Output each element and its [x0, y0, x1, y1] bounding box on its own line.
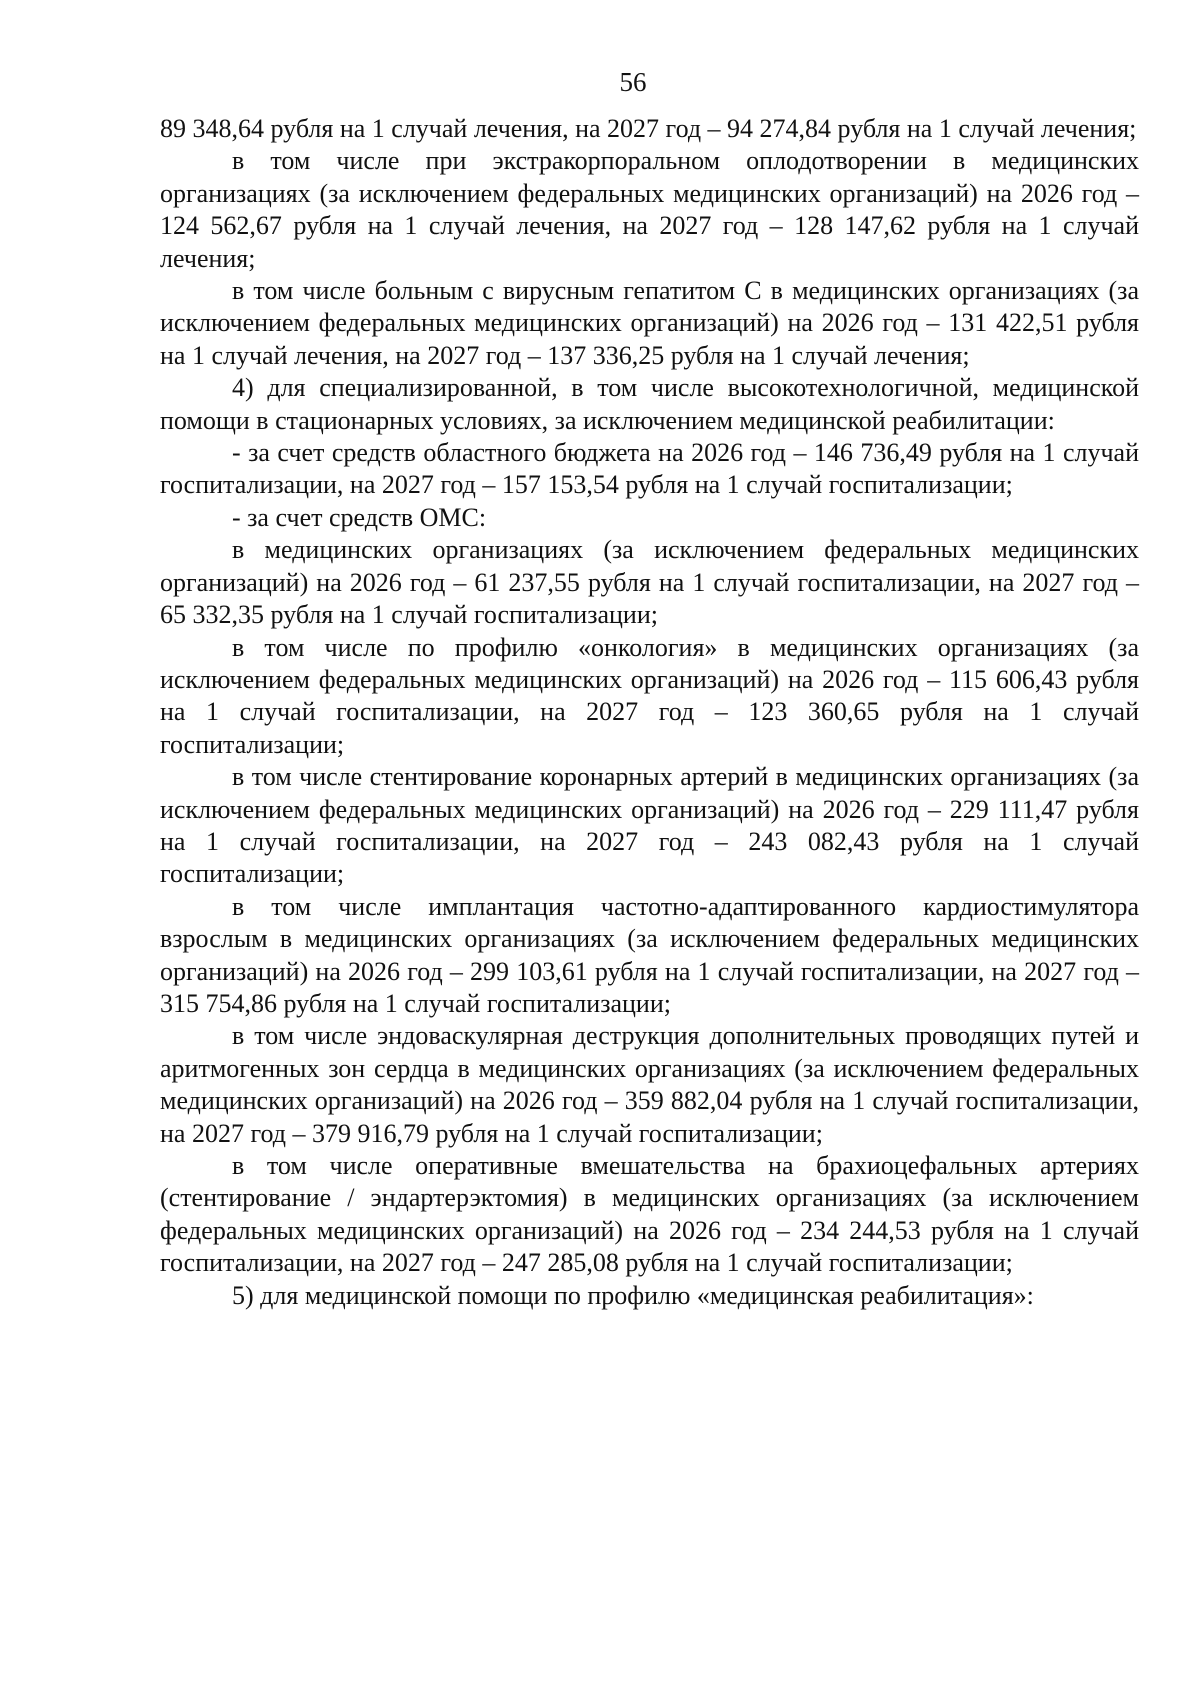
paragraph: - за счет средств областного бюджета на 2026 год – 146 736,49 рубля на 1 случай госпитализации, на 2027 год – 157 153,54 рубля на 1 случай госпитализации; — [160, 438, 1139, 500]
paragraph: 4) для специализированной, в том числе высокотехнологичной, медицинской помощи в стационарных условиях, за исключением медицинской реабилитации: — [160, 373, 1139, 435]
paragraph: в том числе при экстракорпоральном оплодотворении в медицинских организациях (за исключением федеральных медицинских организаций) на 2026 год – 124 562,67 рубля на 1 случай лечения, на 2027 год – 128 147,62 рубля на 1 случай лечения; — [160, 146, 1139, 273]
page-number: 56 — [619, 67, 647, 97]
paragraph: в том числе эндоваскулярная деструкция дополнительных проводящих путей и аритмогенных зон сердца в медицинских организациях (за исключением федеральных медицинских организаций) на 2026 год – 359 882,04 рубля на 1 случай госпитализации, на 2027 год – 379 916,79 рубля на 1 случай госпитализации; — [160, 1021, 1139, 1148]
paragraph: 89 348,64 рубля на 1 случай лечения, на 2027 год – 94 274,84 рубля на 1 случай лечения; — [160, 114, 1137, 143]
paragraph: в том числе имплантация частотно-адаптированного кардиостимулятора взрослым в медицинских организациях (за исключением федеральных медицинских организаций) на 2026 год – 299 103,61 рубля на 1 случай госпитализации, на 2027 год – 315 754,86 рубля на 1 случай госпитализации; — [160, 891, 1139, 1018]
paragraph: в том числе больным с вирусным гепатитом С в медицинских организациях (за исключением федеральных медицинских организаций) на 2026 год – 131 422,51 рубля на 1 случай лечения, на 2027 год – 137 336,25 рубля на 1 случай лечения; — [160, 276, 1139, 370]
paragraph: в медицинских организациях (за исключением федеральных медицинских организаций) на 2026 год – 61 237,55 рубля на 1 случай госпитализации, на 2027 год – 65 332,35 рубля на 1 случай госпитализации; — [160, 535, 1139, 630]
paragraph: - за счет средств ОМС: — [232, 502, 487, 532]
paragraph: в том числе по профилю «онкология» в медицинских организациях (за исключением федеральных медицинских организаций) на 2026 год – 115 606,43 рубля на 1 случай госпитализации, на 2027 год – 123 360,65 рубля на 1 случай госпитализации; — [160, 632, 1139, 759]
paragraph: в том числе стентирование коронарных артерий в медицинских организациях (за исключением федеральных медицинских организаций) на 2026 год – 229 111,47 рубля на 1 случай госпитализации, на 2027 год – 243 082,43 рубля на 1 случай госпитализации; — [160, 762, 1139, 889]
paragraph: 5) для медицинской помощи по профилю «медицинская реабилитация»: — [232, 1280, 1034, 1310]
body-text — [160, 113, 1139, 1312]
paragraph: в том числе оперативные вмешательства на брахиоцефальных артериях (стентирование / эндартерэктомия) в медицинских организациях (за исключением федеральных медицинских организаций) на 2026 год – 234 244,53 рубля на 1 случай госпитализации, на 2027 год – 247 285,08 рубля на 1 случай госпитализации; — [160, 1151, 1139, 1278]
